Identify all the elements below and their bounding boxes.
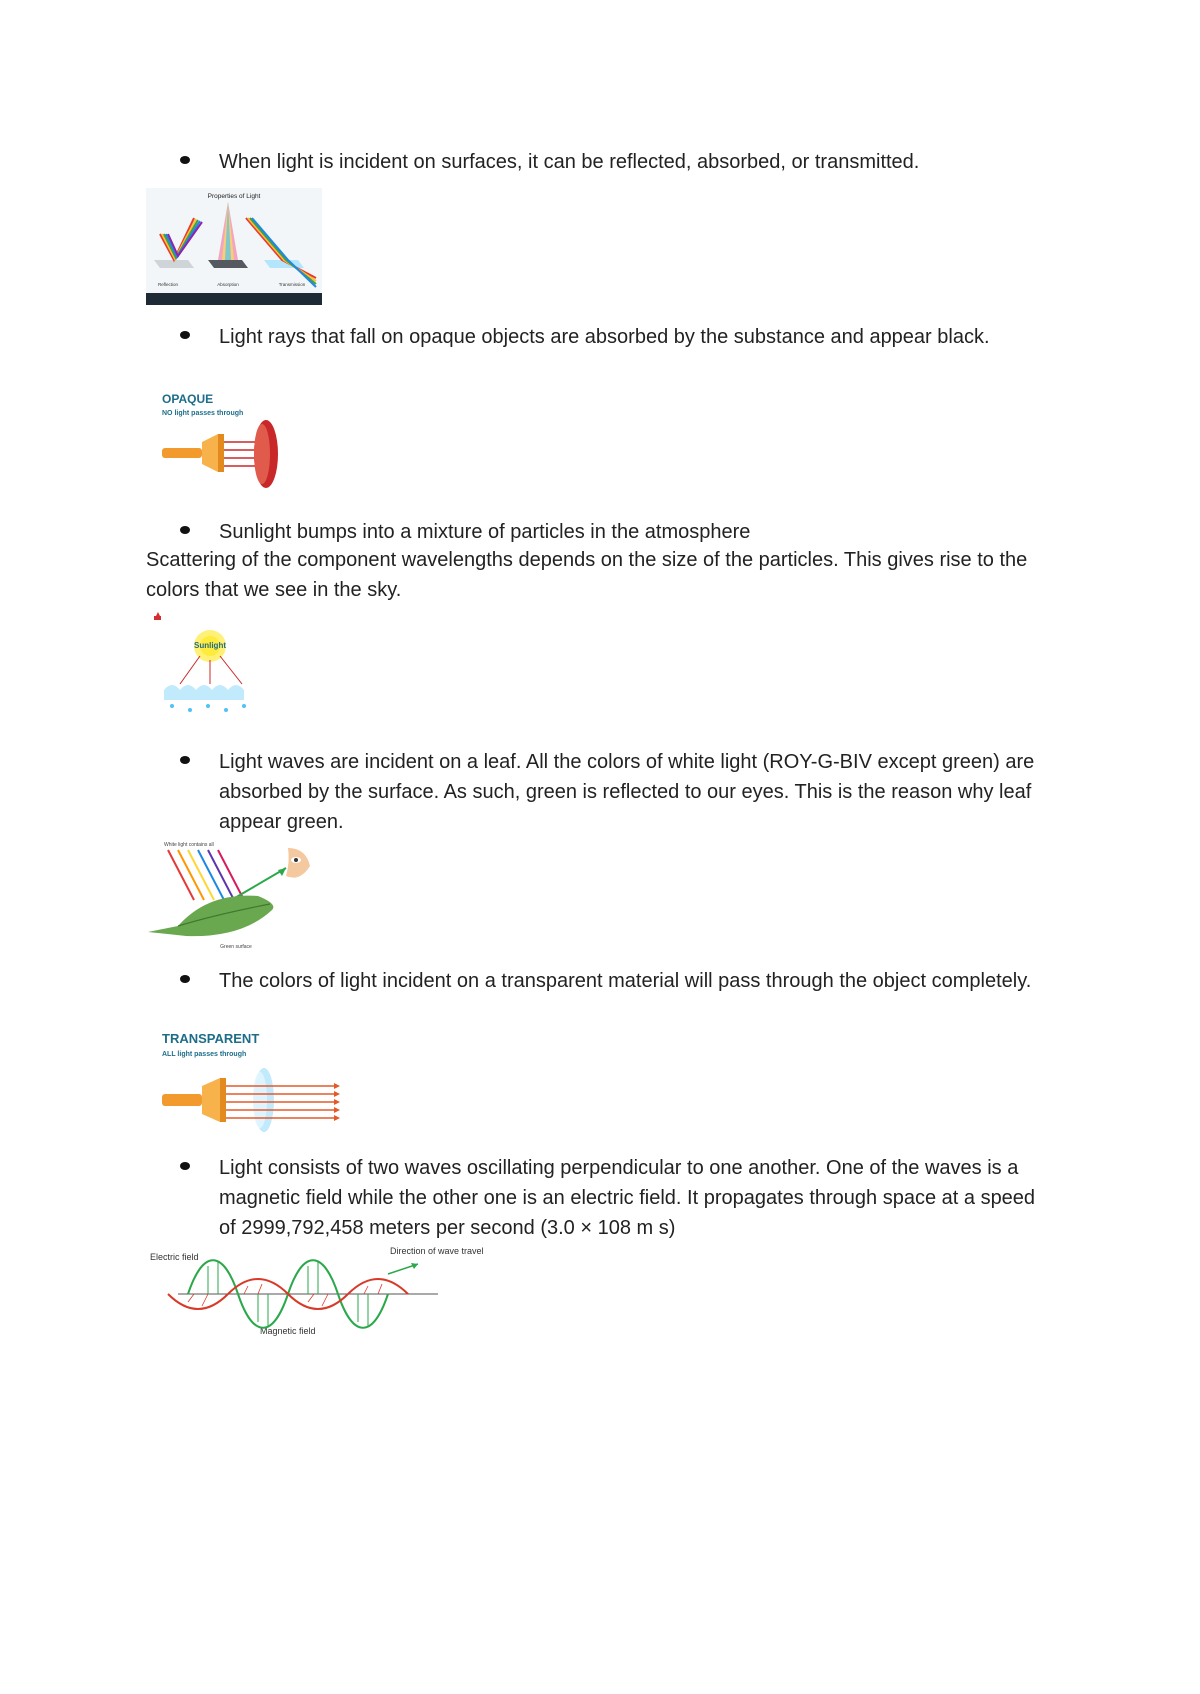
bullet-text: The colors of light incident on a transparent material will pass through the object completely. (219, 970, 1032, 992)
bullet-dot (180, 756, 190, 764)
transparent-subtitle: ALL light passes through (162, 1051, 247, 1058)
label-transmission: Transmission (278, 282, 306, 287)
magnetic-field-label: Magnetic field (260, 1326, 316, 1336)
opaque-subtitle: NO light passes through (162, 410, 244, 417)
transparent-figure (158, 1030, 348, 1138)
bullet-text: Sunlight bumps into a mixture of particles in the atmosphere (219, 521, 751, 543)
bullet-text: Light rays that fall on opaque objects are absorbed by the substance and appear black. (219, 326, 990, 348)
bullet-text: When light is incident on surfaces, it can be reflected, absorbed, or transmitted. (219, 151, 920, 173)
properties-title: Properties of Light (207, 193, 261, 200)
sky-scattering-figure (150, 610, 262, 720)
direction-label: Direction of wave travel (390, 1246, 484, 1256)
leaf-surface-label: Green surface (220, 944, 252, 950)
opaque-title: OPAQUE (162, 392, 214, 406)
sunlight-label: Sunlight (194, 641, 226, 650)
bullet-text: Light waves are incident on a leaf. All the colors of white light (ROY-G-BIV except green) are absorbed by the surface. As such, green is reflected to our eyes. This is the reason why leaf appear green. (219, 751, 1035, 833)
bullet-dot (180, 156, 190, 164)
bullet-dot (180, 331, 190, 339)
label-absorption: Absorption (217, 282, 239, 287)
properties-of-light-figure (146, 188, 322, 305)
scattering-paragraph: Scattering of the component wavelengths depends on the size of the particles. This gives rise to the colors that we see in the sky. (146, 549, 1028, 601)
opaque-figure (158, 390, 298, 490)
bullet-dot (180, 1162, 190, 1170)
electric-field-label: Electric field (150, 1252, 199, 1262)
bullet-text: Light consists of two waves oscillating perpendicular to one another. One of the waves is a magnetic field while the other one is an electric field. It propagates through space at a speed of 2999,792,458 meters per second (3.0 × 108 m s) (219, 1157, 1036, 1239)
leaf-top-label: White light contains all (164, 842, 214, 848)
leaf-figure (148, 840, 316, 952)
em-wave-figure (148, 1244, 484, 1344)
label-reflection: Reflection (157, 282, 179, 287)
bullet-dot (180, 975, 190, 983)
transparent-title: TRANSPARENT (162, 1031, 260, 1046)
bullet-dot (180, 526, 190, 534)
